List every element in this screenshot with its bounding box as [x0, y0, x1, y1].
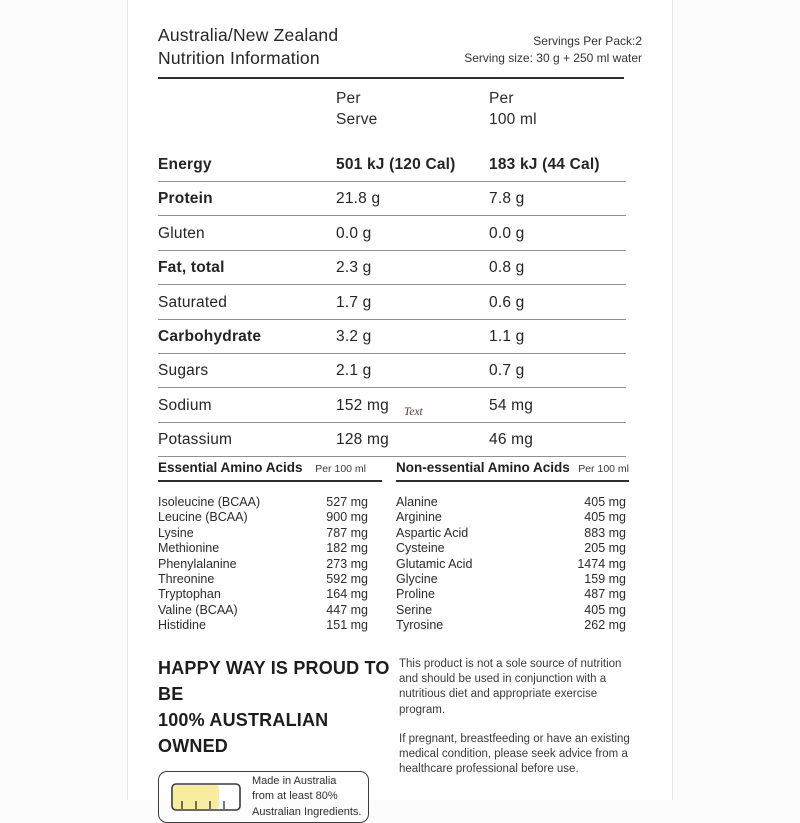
- per-serve-line2: Serve: [336, 111, 378, 128]
- per-serve-line1: Per: [336, 90, 361, 107]
- nutrient-label: Gluten: [158, 224, 205, 242]
- nutrient-label: Potassium: [158, 431, 233, 449]
- amino-acid-row: [158, 618, 382, 633]
- amino-acid-name: Leucine (BCAA): [158, 510, 248, 525]
- amino-acid-value: 273 mg: [326, 556, 368, 571]
- amino-acid-row: [396, 618, 629, 633]
- amino-acid-name: Threonine: [158, 572, 215, 587]
- column-header-per-100ml: [489, 88, 537, 130]
- per-100ml-value: 54 mg: [489, 396, 534, 414]
- amino-acid-name: Methionine: [158, 541, 220, 556]
- table-row-sodium: [158, 388, 626, 422]
- amino-acid-name: Isoleucine (BCAA): [158, 495, 261, 509]
- amino-acid-row: [158, 526, 382, 541]
- amino-acid-row: [158, 541, 382, 556]
- amino-acid-name: Glutamic Acid: [396, 556, 473, 571]
- nutrition-label: [127, 0, 673, 818]
- amino-acid-name: Aspartic Acid: [396, 525, 469, 540]
- title-line-1: Australia/New Zealand: [158, 25, 339, 45]
- per-serve-value: 152 mg: [336, 396, 389, 414]
- table-row-sugars: [158, 354, 626, 388]
- amino-acid-name: Proline: [396, 587, 435, 602]
- non-essential-amino-acids-header: [396, 460, 629, 482]
- amino-acid-value: 182 mg: [326, 541, 368, 556]
- made-in-line-3: Australian Ingredients.: [252, 805, 362, 818]
- per-serve-value: 3.2 g: [336, 327, 372, 345]
- essential-amino-acids-list: [158, 495, 382, 634]
- amino-acid-row: [396, 526, 629, 541]
- amino-acid-row: [158, 603, 382, 618]
- disclaimer-paragraph-2: If pregnant, breastfeeding or have an existing medical condition, please seek advice from a healthcare professional before use.: [399, 732, 630, 776]
- amino-acid-row: [396, 541, 629, 556]
- per-100ml-value: 1.1 g: [489, 327, 525, 345]
- amino-acid-value: 405 mg: [584, 510, 626, 525]
- per-100ml-value: 0.6 g: [489, 293, 525, 311]
- per-100ml-value: 46 mg: [489, 431, 534, 449]
- table-row-carbohydrate: [158, 320, 626, 354]
- essential-amino-acids-column: [158, 460, 382, 634]
- section-title: Essential Amino Acids: [158, 460, 303, 475]
- amino-acid-row: [158, 557, 382, 572]
- nutrient-label: Sodium: [158, 396, 212, 414]
- footer-left: [158, 655, 398, 823]
- per-serve-value: 0.0 g: [336, 224, 372, 242]
- table-row-protein: [158, 182, 626, 216]
- amino-acid-name: Cysteine: [396, 541, 445, 556]
- amino-acid-value: 527 mg: [326, 495, 368, 509]
- amino-acid-value: 405 mg: [584, 495, 626, 509]
- per-100ml-line1: Per: [489, 90, 514, 107]
- amino-acid-row: [396, 603, 629, 618]
- per-serve-value: 501 kJ (120 Cal): [336, 156, 456, 173]
- amino-acid-value: 883 mg: [584, 525, 626, 540]
- table-row-saturated: [158, 285, 626, 319]
- label-header: [158, 24, 642, 70]
- non-essential-amino-acids-column: [396, 460, 629, 634]
- amino-acid-row: [396, 495, 629, 510]
- amino-acid-value: 1474 mg: [577, 556, 626, 571]
- amino-acid-value: 900 mg: [326, 510, 368, 525]
- nutrient-label: Carbohydrate: [158, 327, 262, 345]
- australian-made-gauge-icon: [171, 783, 241, 811]
- nutrient-label: Saturated: [158, 293, 228, 311]
- nutrient-label: Fat, total: [158, 259, 225, 277]
- disclaimer-paragraph-1: This product is not a sole source of nutrition and should be used in conjunction with a nutritious diet and appropriate exercise program.: [399, 658, 622, 716]
- per-100ml-value: 0.7 g: [489, 362, 525, 380]
- column-header-per-serve: [336, 88, 378, 130]
- amino-acid-row: [396, 572, 629, 587]
- amino-acid-value: 151 mg: [326, 618, 368, 633]
- header-divider: [158, 77, 624, 79]
- label-title: [158, 24, 338, 70]
- per-serve-value: 2.3 g: [336, 259, 372, 277]
- nutrition-table: [158, 139, 626, 457]
- serving-size: Serving size: 30 g + 250 ml water: [464, 51, 642, 65]
- made-in-australia-badge: [158, 771, 369, 823]
- per-100ml-value: 183 kJ (44 Cal): [489, 156, 600, 173]
- non-essential-amino-acids-list: [396, 495, 629, 634]
- footer-disclaimers: [399, 657, 642, 777]
- amino-acid-value: 592 mg: [326, 572, 368, 587]
- amino-acid-row: [396, 510, 629, 525]
- amino-acid-value: 205 mg: [584, 541, 626, 556]
- per-serve-value: 1.7 g: [336, 293, 372, 311]
- per-100ml-value: 7.8 g: [489, 190, 525, 208]
- amino-acid-name: Serine: [396, 602, 433, 617]
- per-100ml-line2: 100 ml: [489, 111, 537, 128]
- made-in-australia-text: [252, 774, 361, 821]
- amino-acid-name: Arginine: [396, 510, 442, 525]
- amino-acid-value: 487 mg: [584, 587, 626, 602]
- amino-acid-row: [158, 587, 382, 602]
- nutrient-label: Energy: [158, 156, 212, 173]
- amino-acid-row: [396, 587, 629, 602]
- title-line-2: Nutrition Information: [158, 48, 320, 68]
- amino-acid-value: 405 mg: [584, 602, 626, 617]
- amino-acid-value: 447 mg: [326, 602, 368, 617]
- per-100ml-value: 0.8 g: [489, 259, 525, 277]
- nutrient-label: Sugars: [158, 362, 209, 380]
- table-row-potassium: [158, 423, 626, 457]
- amino-acid-row: [396, 557, 629, 572]
- amino-acid-name: Tryptophan: [158, 587, 221, 602]
- table-row-fat-total: [158, 251, 626, 285]
- amino-acid-value: 787 mg: [326, 525, 368, 540]
- amino-acid-name: Valine (BCAA): [158, 602, 238, 617]
- australian-owned-heading: [158, 655, 398, 759]
- servings-per-pack: Servings Per Pack:2: [533, 34, 642, 48]
- amino-acid-row: [158, 572, 382, 587]
- section-title: Non-essential Amino Acids: [396, 460, 570, 475]
- essential-amino-acids-header: [158, 460, 382, 482]
- per-serve-value: 2.1 g: [336, 362, 372, 380]
- made-in-line-1: Made in Australia: [252, 774, 337, 787]
- section-unit: Per 100 ml: [315, 463, 366, 475]
- per-100ml-value: 0.0 g: [489, 224, 525, 242]
- nutrient-label: Protein: [158, 190, 213, 208]
- owned-line-1: HAPPY WAY IS PROUD TO BE: [158, 658, 390, 704]
- owned-line-2: 100% AUSTRALIAN OWNED: [158, 710, 329, 756]
- amino-acid-row: [158, 495, 382, 510]
- amino-acid-name: Lysine: [158, 525, 194, 540]
- amino-acid-value: 164 mg: [326, 587, 368, 602]
- amino-acid-name: Phenylalanine: [158, 556, 237, 571]
- amino-acid-name: Histidine: [158, 618, 206, 633]
- amino-acid-name: Alanine: [396, 495, 438, 509]
- amino-acid-value: 159 mg: [584, 572, 626, 587]
- stray-text-artifact: Text: [404, 406, 423, 418]
- amino-acid-name: Glycine: [396, 572, 438, 587]
- amino-acid-name: Tyrosine: [396, 618, 444, 633]
- per-serve-value: 21.8 g: [336, 190, 381, 208]
- made-in-line-2: from at least 80%: [252, 790, 338, 803]
- amino-acid-row: [158, 510, 382, 525]
- amino-acid-value: 262 mg: [584, 618, 626, 633]
- serving-info: [464, 24, 642, 70]
- per-serve-value: 128 mg: [336, 431, 389, 449]
- table-row-gluten: [158, 216, 626, 250]
- section-unit: Per 100 ml: [578, 463, 629, 475]
- table-row-energy: [158, 139, 626, 182]
